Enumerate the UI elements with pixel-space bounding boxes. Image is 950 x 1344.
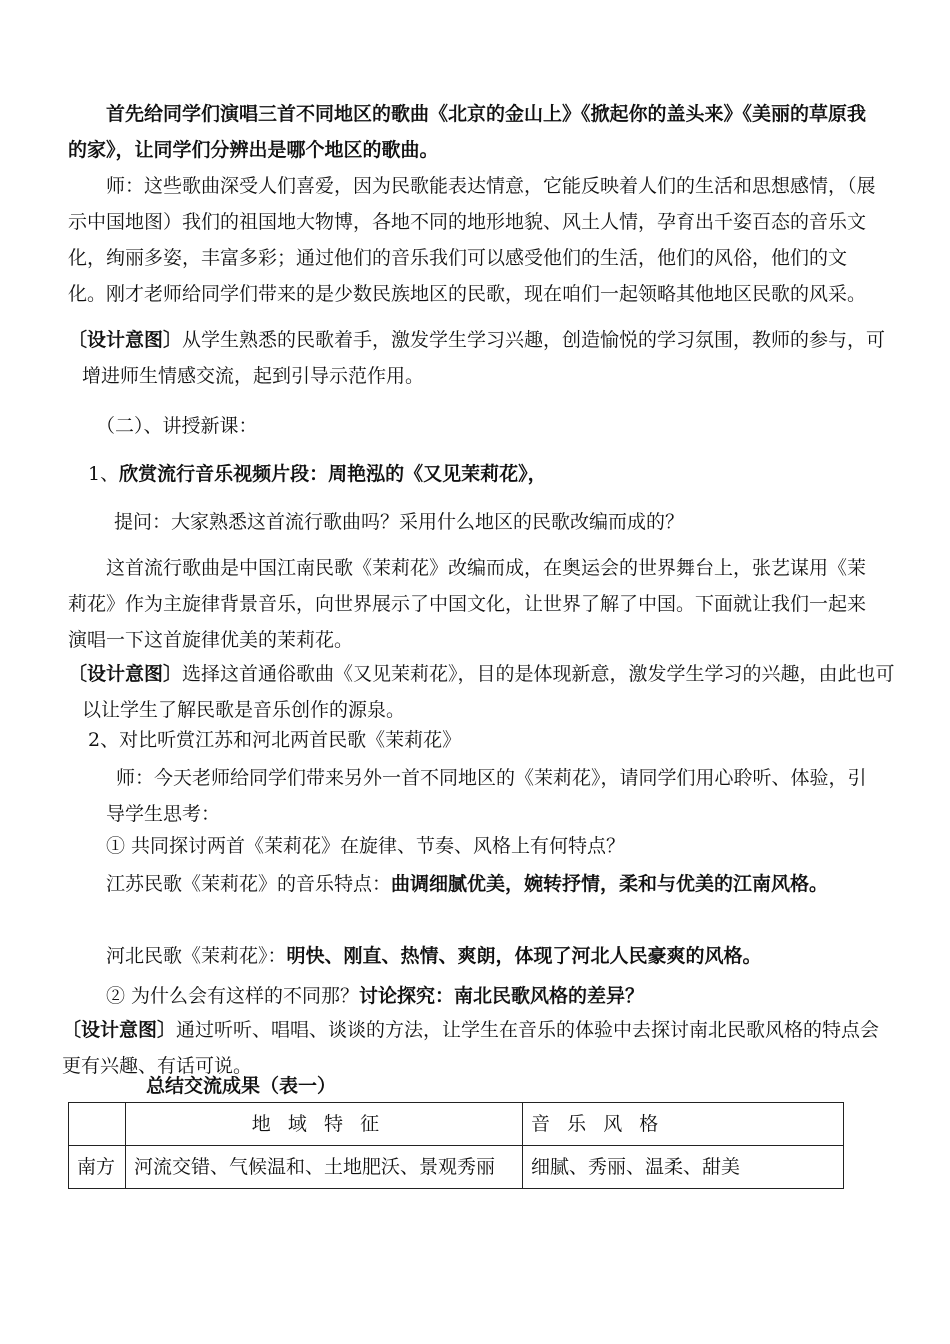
teacher-paragraph-2: 师：今天老师给同学们带来另外一首不同地区的《茉莉花》，请同学们用心聆听、体验，引导学生思考：: [106, 767, 867, 825]
hebei-feature: [106, 938, 884, 974]
question-point-2-text: 讨论探究：南北民歌风格的差异？: [359, 985, 645, 1007]
design-intent-1: [68, 322, 898, 394]
design-intent-text: 选择这首通俗歌曲《又见茉莉花》，目的是体现新意，激发学生学习的兴趣，由此也可以让学生了解民歌是音乐创作的源泉。: [82, 663, 895, 721]
table-cell-region: 南方: [69, 1146, 126, 1189]
table-cell-music: 细腻、秀丽、温柔、甜美: [523, 1146, 844, 1189]
table-header-cell: [69, 1103, 126, 1146]
design-intent-text: 从学生熟悉的民歌着手，激发学生学习兴趣，创造愉悦的学习氛围，教师的参与，可增进师生情感交流，起到引导示范作用。: [82, 329, 886, 387]
hebei-text: 明快、刚直、热情、爽朗，体现了河北人民豪爽的风格。: [286, 945, 762, 967]
table-cell-geo: 河流交错、气候温和、土地肥沃、景观秀丽: [126, 1146, 523, 1189]
item-1: [88, 456, 868, 492]
table-header-cell: 音乐风格: [523, 1103, 844, 1146]
item-1-text: 欣赏流行音乐视频片段：周艳泓的《又见茉莉花》，: [119, 463, 547, 485]
item-2: 2、对比听赏江苏和河北两首民歌《茉莉花》: [88, 729, 462, 751]
table-title: 总结交流成果（表一）: [146, 1075, 337, 1097]
design-intent-label: 〔设计意图〕: [68, 329, 183, 351]
jiangsu-label: 江苏民歌《茉莉花》的音乐特点：: [106, 873, 392, 895]
question-point-2: [106, 978, 884, 1014]
design-intent-label: 〔设计意图〕: [68, 663, 183, 685]
hebei-label: 河北民歌《茉莉花》：: [106, 945, 287, 967]
item-1-number: 1、: [88, 463, 120, 485]
table-header-cell: 地域特征: [126, 1103, 523, 1146]
jiangsu-text: 曲调细腻优美，婉转抒情，柔和与优美的江南风格。: [391, 873, 829, 895]
design-intent-text: 通过听听、唱唱、谈谈的方法，让学生在音乐的体验中去探讨南北民歌风格的特点会更有兴趣、有话可说。: [62, 1019, 880, 1077]
table-row: [69, 1146, 844, 1189]
jiangsu-feature: [106, 866, 884, 902]
design-intent-2: [68, 656, 898, 728]
answer-paragraph: 这首流行歌曲是中国江南民歌《茉莉花》改编而成，在奥运会的世界舞台上，张艺谋用《茉莉花》作为主旋律背景音乐，向世界展示了中国文化，让世界了解了中国。下面就让我们一起来演唱一下这首旋律优美的茉莉花。: [68, 557, 867, 651]
teacher-paragraph-1: 师：这些歌曲深受人们喜爱，因为民歌能表达情意，它能反映着人们的生活和思想感情，（展示中国地图）我们的祖国地大物博，各地不同的地形地貌、风土人情，孕育出千姿百态的音乐文化，绚丽多姿，丰富多彩；通过他们的音乐我们可以感受他们的生活，他们的风俗，他们的文化。刚才老师给同学们带来的是少数民族地区的民歌，现在咱们一起领略其他地区民歌的风采。: [68, 175, 876, 305]
summary-table: [68, 1102, 844, 1189]
question-point-1: ① 共同探讨两首《茉莉花》在旋律、节奏、风格上有何特点？: [106, 835, 626, 857]
design-intent-label: 〔设计意图〕: [62, 1019, 177, 1041]
table-header-row: [69, 1103, 844, 1146]
question-point-2-label: ② 为什么会有这样的不同那？: [106, 985, 360, 1007]
question-1: 提问：大家熟悉这首流行歌曲吗？采用什么地区的民歌改编而成的？: [114, 511, 685, 533]
intro-paragraph: 首先给同学们演唱三首不同地区的歌曲《北京的金山上》《掀起你的盖头来》《美丽的草原我的家》，让同学们分辨出是哪个地区的歌曲。: [68, 103, 867, 161]
section-heading: （二）、讲授新课：: [96, 415, 258, 437]
